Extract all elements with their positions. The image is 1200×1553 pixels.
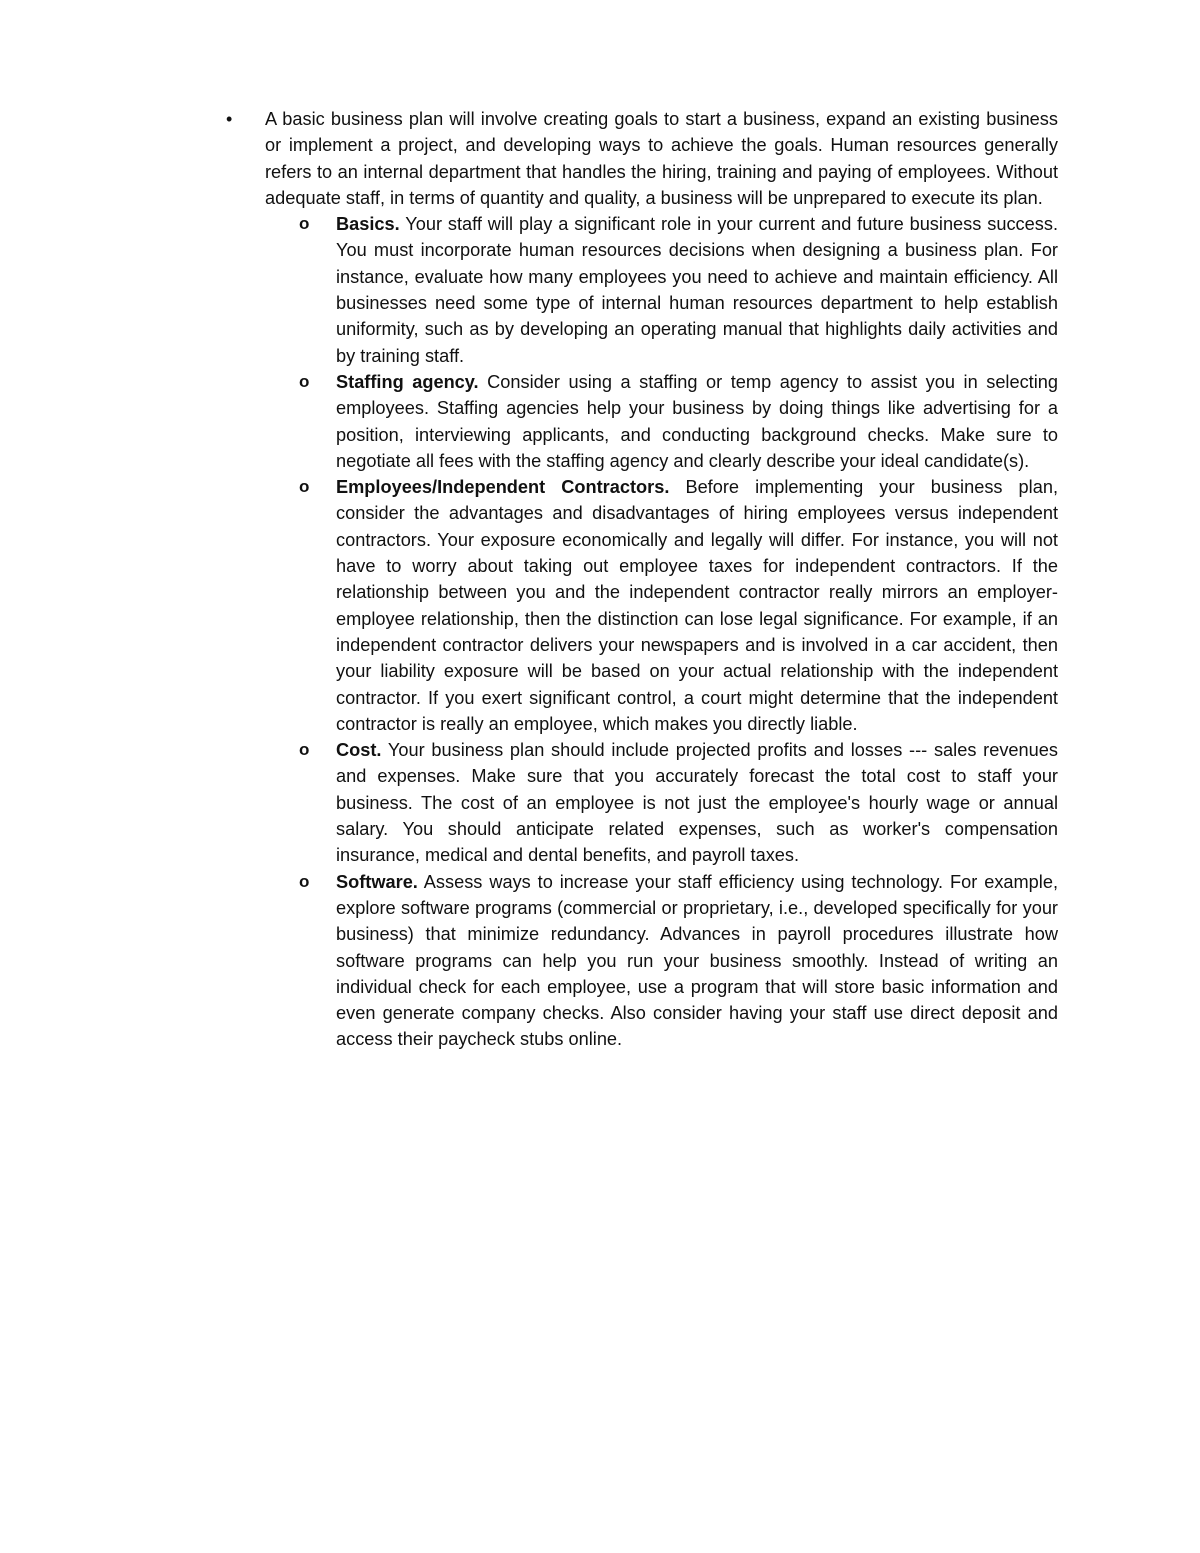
sub-item-title: Basics. [336,214,400,235]
sub-item-cost [299,737,1058,868]
sub-item-text: Before implementing your business plan, consider the advantages and disadvantages of hiring employees versus independent contractors. Your exposure economically and legally will differ. For instance, you will not have to worry about taking out employee taxes for independent contractors. If the relationship between you and the independent contractor really mirrors an employer-employee relationship, then the distinction can lose legal significance. For example, if an independent contractor delivers your newspapers and is involved in a car accident, then your liability exposure will be based on your actual relationship with the independent contractor. If you exert significant control, a court might determine that the independent contractor is really an employee, which makes you directly liable. [336,477,1058,734]
sub-item-text: Your business plan should include projected profits and losses --- sales revenues and expenses. Make sure that you accurately forecast the total cost to staff your business. The cost of an employee is not just the employee's hourly wage or annual salary. You should anticipate related expenses, such as worker's compensation insurance, medical and dental benefits, and payroll taxes. [336,740,1058,866]
sub-item-title: Cost. [336,740,382,761]
main-list-item [226,106,1058,1053]
sub-item-title: Staffing agency. [336,371,479,392]
sub-bullet-list [299,211,1058,1053]
sub-item-text: Assess ways to increase your staff efficiency using technology. For example, explore software programs (commercial or proprietary, i.e., developed specifically for your business) that minimize redundancy. Advances in payroll procedures illustrate how software programs can help you run your business smoothly. Instead of writing an individual check for each employee, use a program that will store basic information and even generate company checks. Also consider having your staff use direct deposit and access their paycheck stubs online. [336,871,1058,1050]
sub-bullet-icon: o [299,871,310,891]
bullet-icon: • [226,109,233,129]
sub-item-title: Employees/Independent Contractors. [336,477,670,498]
sub-bullet-icon: o [299,371,310,391]
sub-item-text: Your staff will play a significant role in your current and future business success. You must incorporate human resources decisions when designing a business plan. For instance, evaluate how many employees you need to achieve and maintain efficiency. All businesses need some type of internal human resources department to help establish uniformity, such as by developing an operating manual that highlights daily activities and by training staff. [336,214,1058,366]
sub-item-software [299,869,1058,1053]
sub-bullet-icon: o [299,477,310,497]
sub-item-basics [299,211,1058,369]
main-bullet-list [226,106,1058,1053]
sub-item-employees-contractors [299,474,1058,737]
sub-item-staffing-agency [299,369,1058,474]
sub-bullet-icon: o [299,740,310,760]
main-paragraph: A basic business plan will involve creating goals to start a business, expand an existing business or implement a project, and developing ways to achieve the goals. Human resources generally refers to an internal department that handles the hiring, training and paying of employees. Without adequate staff, in terms of quantity and quality, a business will be unprepared to execute its plan. [265,109,1058,208]
sub-item-text: Consider using a staffing or temp agency to assist you in selecting employees. Staffing agencies help your business by doing things like advertising for a position, interviewing applicants, and conducting background checks. Make sure to negotiate all fees with the staffing agency and clearly describe your ideal candidate(s). [336,371,1059,471]
sub-bullet-icon: o [299,214,310,234]
sub-item-title: Software. [336,871,418,892]
